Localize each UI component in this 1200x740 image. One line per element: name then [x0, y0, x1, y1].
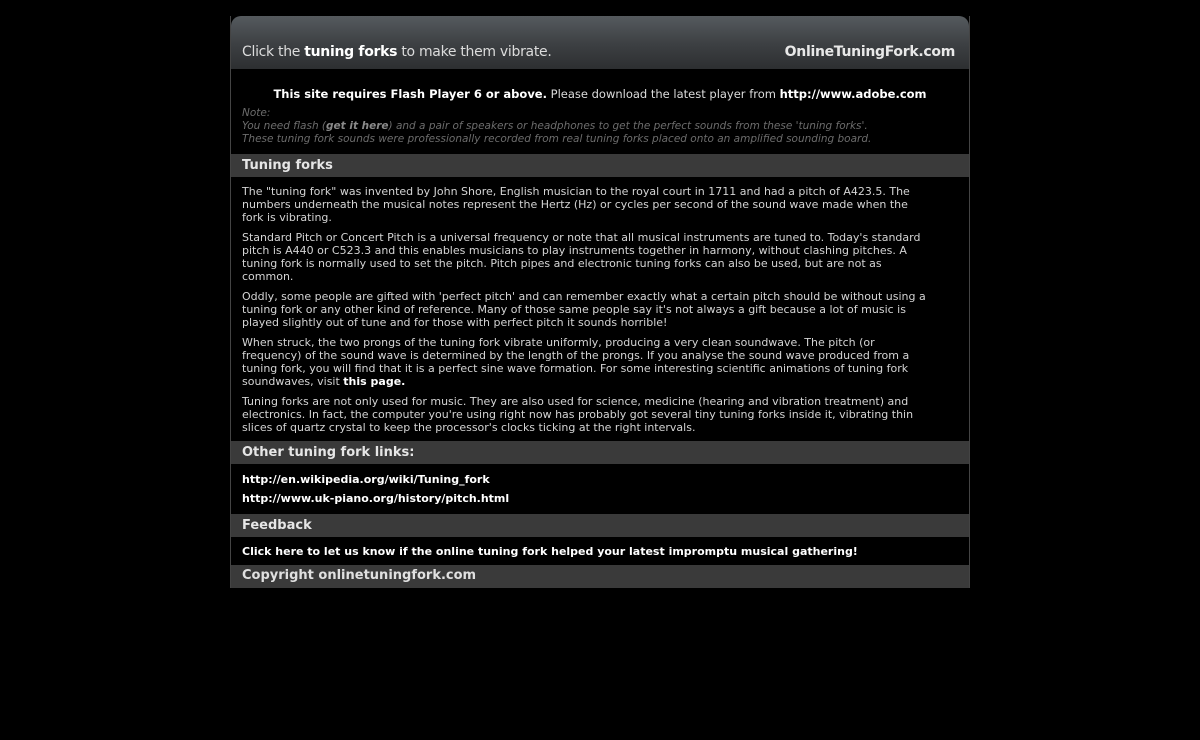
note-line-1: [242, 120, 958, 133]
note-suffix: ) and a pair of speakers or headphones to get the perfect sounds from these 'tuning forks'.: [388, 120, 868, 132]
instruction-suffix: to make them vibrate.: [401, 44, 552, 60]
tuning-forks-paragraph-4: [242, 336, 929, 388]
flash-requirement: [242, 87, 958, 101]
site-header: [231, 16, 969, 69]
this-page-link[interactable]: this page.: [343, 375, 406, 388]
get-flash-link[interactable]: get it here: [326, 120, 389, 132]
flash-requirement-text: Please download the latest player from: [550, 87, 776, 101]
tuning-forks-paragraph-3: Oddly, some people are gifted with 'perfect pitch' and can remember exactly what a certain pitch should be without using a tuning fork or any other kind of reference. Many of those same people say it's not always a gift because a lot of music is played slightly out of tune and for those with perfect pitch it sounds horrible!: [242, 290, 926, 329]
adobe-link[interactable]: http://www.adobe.com: [779, 87, 927, 101]
instruction-prefix: Click the: [242, 44, 301, 60]
note-line-2: These tuning fork sounds were professionally recorded from real tuning forks placed onto an amplified sounding board.: [242, 133, 872, 145]
header-instruction: [242, 44, 551, 60]
flash-note: [242, 107, 958, 146]
feedback-heading: Feedback: [231, 514, 969, 537]
copyright-footer: Copyright onlinetuningfork.com: [231, 565, 969, 588]
instruction-bold: tuning forks: [304, 44, 398, 60]
tuning-forks-paragraph-2: Standard Pitch or Concert Pitch is a universal frequency or note that all musical instruments are tuned to. Today's standard pitch is A440 or C523.3 and this enables musicians to play instruments together in harmony, without clashing pitches. A tuning fork is normally used to set the pitch. Pitch pipes and electronic tuning forks can also be used, but are not as common.: [242, 231, 921, 283]
note-prefix: You need flash (: [242, 120, 327, 132]
wikipedia-link[interactable]: http://en.wikipedia.org/wiki/Tuning_fork: [242, 473, 490, 486]
tuning-forks-body: [231, 177, 969, 441]
flash-requirement-bold: This site requires Flash Player 6 or above.: [273, 87, 547, 101]
brand-logo-text: OnlineTuningFork.com: [784, 44, 955, 60]
feedback-link[interactable]: Click here to let us know if the online tuning fork helped your latest impromptu musical gathering!: [242, 545, 858, 558]
other-links-heading: Other tuning fork links:: [231, 441, 969, 464]
note-label: Note:: [242, 107, 271, 119]
other-links-body: [231, 464, 969, 514]
tuning-forks-paragraph-5: Tuning forks are not only used for music. They are also used for science, medicine (hearing and vibration treatment) and electronics. In fact, the computer you're using right now has probably got several tiny tuning forks inside it, vibrating thin slices of quartz crystal to keep the processor's clocks ticking at the right intervals.: [242, 395, 914, 434]
tuning-forks-paragraph-1: The "tuning fork" was invented by John Shore, English musician to the royal court in 1711 and had a pitch of A423.5. The numbers underneath the musical notes represent the Hertz (Hz) or cycles per second of the sound wave made when the fork is vibrating.: [242, 185, 910, 224]
flash-notice: [231, 69, 969, 154]
paragraph-4-text: When struck, the two prongs of the tuning fork vibrate uniformly, producing a very clean soundwave. The pitch (or frequency) of the sound wave is determined by the length of the prongs. If you analyse the sound wave produced from a tuning fork, you will find that it is a perfect sine wave formation. For some interesting scientific animations of tuning fork soundwaves, visit: [242, 336, 910, 388]
tuning-forks-heading: Tuning forks: [231, 154, 969, 177]
content-container: [230, 16, 970, 588]
uk-piano-link[interactable]: http://www.uk-piano.org/history/pitch.html: [242, 492, 510, 505]
feedback-body: [231, 537, 969, 565]
